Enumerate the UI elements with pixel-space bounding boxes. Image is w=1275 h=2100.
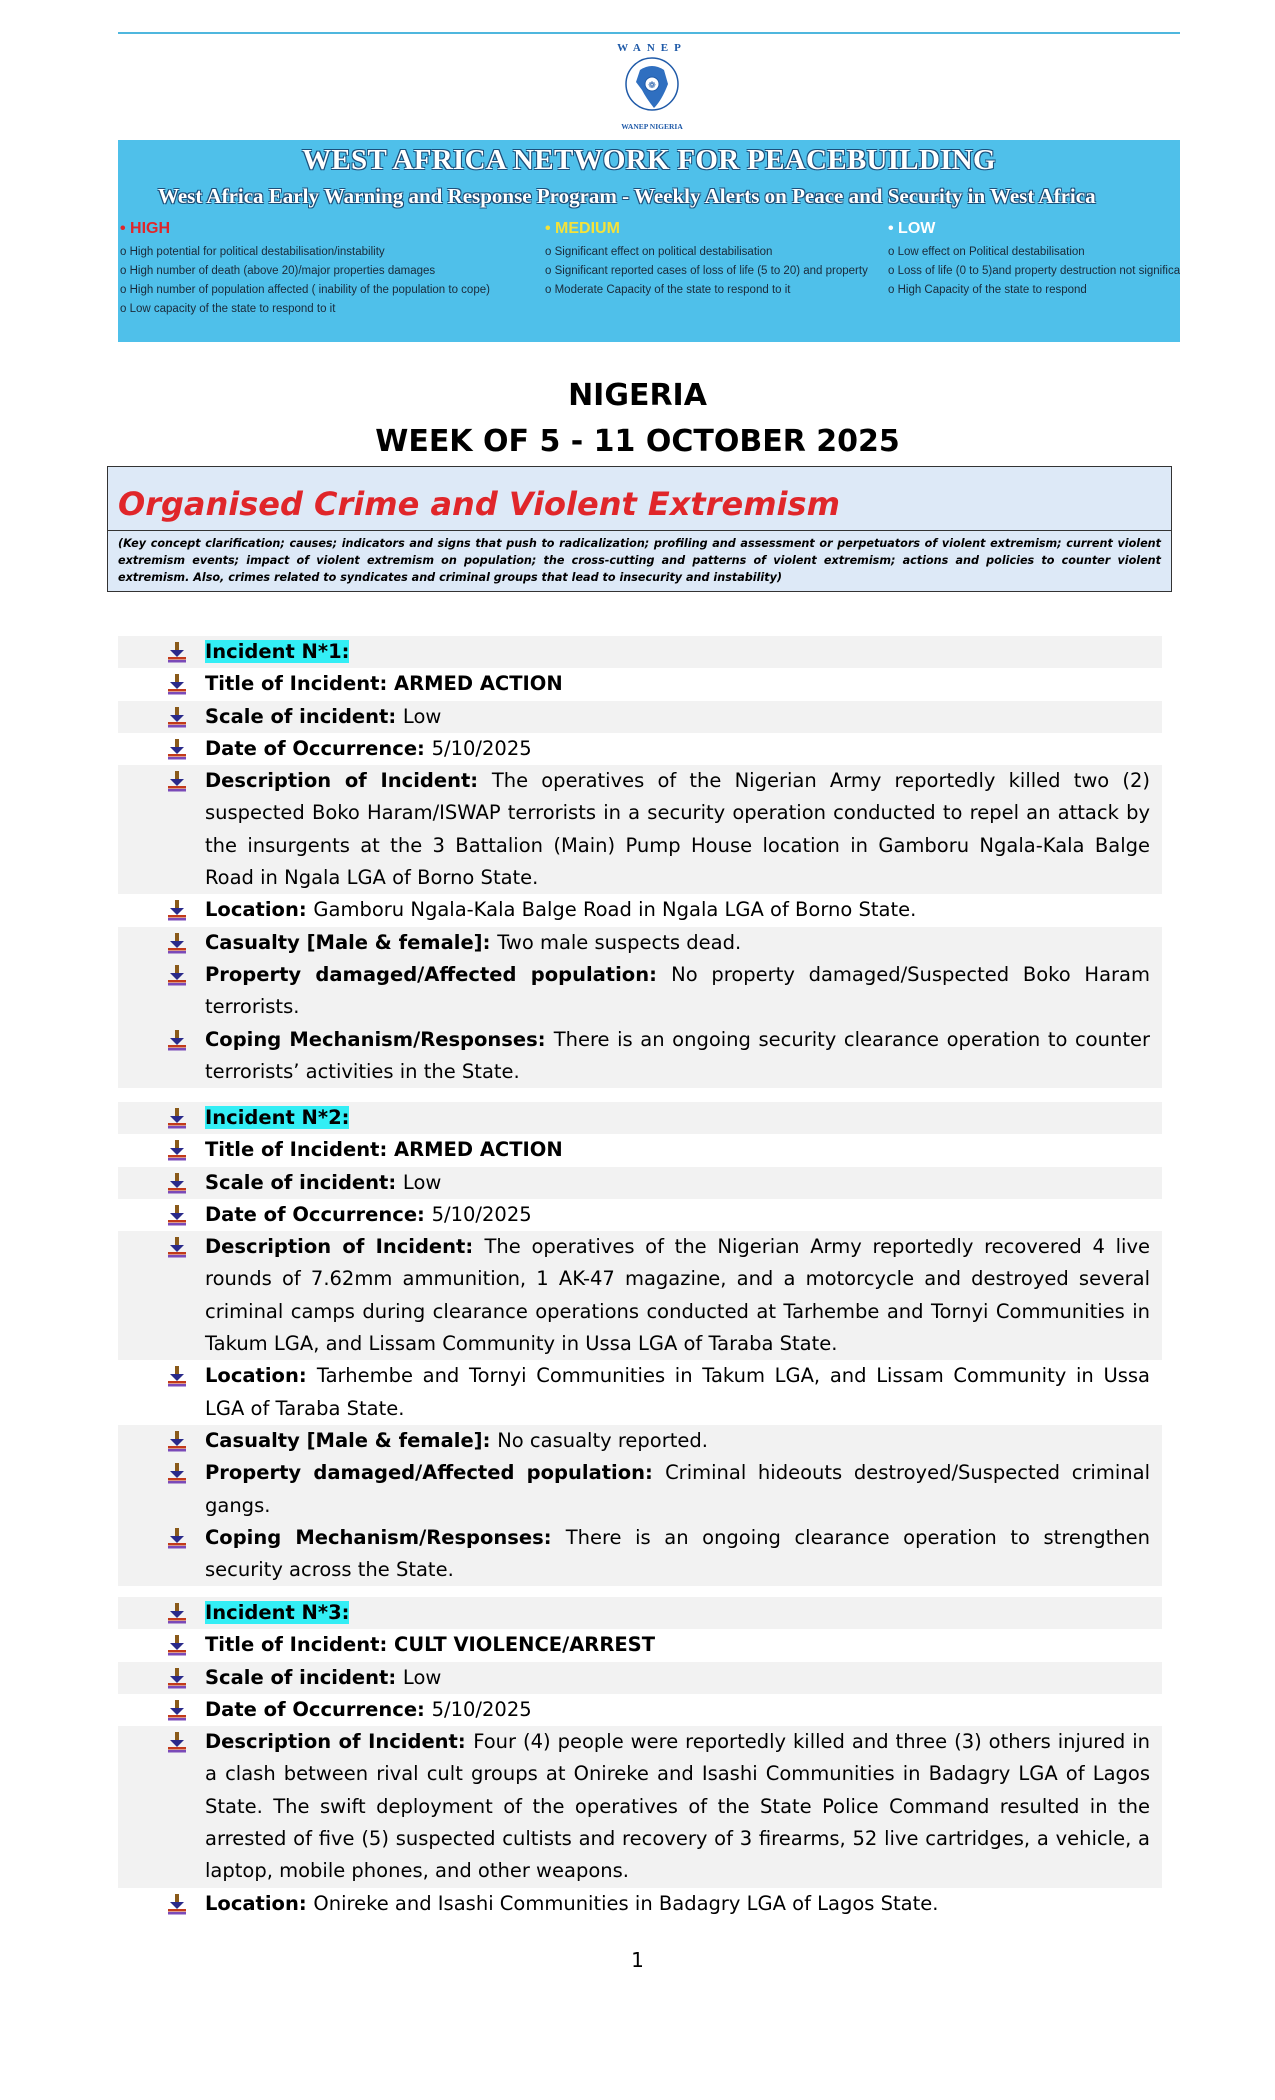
title-value: CULT VIOLENCE/ARREST — [394, 1633, 655, 1657]
banner-body — [118, 140, 1180, 342]
arrow-bullet-icon — [167, 1108, 187, 1130]
arrow-bullet-icon — [167, 1140, 187, 1162]
title-label: Title of Incident: — [205, 1633, 395, 1657]
scale-label: Scale of incident: — [205, 1170, 403, 1194]
level-medium-item: o Moderate Capacity of the state to respond to it — [545, 284, 791, 296]
page-number: 1 — [631, 1948, 644, 1972]
title-value: ARMED ACTION — [394, 672, 563, 696]
casualty-label: Casualty [Male & female]: — [205, 930, 498, 954]
description-value: The operatives of the Nigerian Army reportedly killed two (2) suspected Boko Haram/ISWAP terrorists in a security operation conducted to repel an attack by the insurgents at the 3 Battalion (Main) Pump House location in Gamboru Ngala-Kala Balge Road in Ngala LGA of Borno State. — [205, 769, 1150, 890]
property-label: Property damaged/Affected population: — [205, 1461, 666, 1485]
incident-heading-row — [118, 1102, 1162, 1134]
arrow-bullet-icon — [167, 674, 187, 696]
scale-label: Scale of incident: — [205, 1665, 403, 1689]
title-row — [118, 1134, 1162, 1166]
week-heading: WEEK OF 5 - 11 OCTOBER 2025 — [375, 424, 900, 459]
title-row — [118, 1629, 1162, 1661]
date-row — [118, 1694, 1162, 1726]
arrow-bullet-icon — [167, 965, 187, 987]
wanep-banner — [118, 32, 1180, 342]
property-label: Property damaged/Affected population: — [205, 962, 672, 986]
scale-row — [118, 1662, 1162, 1694]
level-low-item: o Low effect on Political destabilisation — [888, 246, 1085, 258]
description-value: The operatives of the Nigerian Army reportedly recovered 4 live rounds of 7.62mm ammunition, 1 AK-47 magazine, and a motorcycle and destroyed several criminal camps during clearance operations conducted at Tarhembe and Tornyi Communities in Takum LGA, and Lissam Community in Ussa LGA of Taraba State. — [205, 1235, 1151, 1356]
location-label: Location: — [205, 898, 314, 922]
coping-label: Coping Mechanism/Responses: — [205, 1525, 566, 1549]
arrow-bullet-icon — [167, 1431, 187, 1453]
description-label: Description of Incident: — [205, 1730, 474, 1754]
arrow-bullet-icon — [167, 771, 187, 793]
casualty-value: No casualty reported. — [497, 1428, 708, 1452]
date-value: 5/10/2025 — [431, 1697, 532, 1721]
property-row — [118, 1457, 1162, 1522]
date-label: Date of Occurrence: — [205, 1202, 432, 1226]
scale-value: Low — [402, 1170, 442, 1194]
arrow-bullet-icon — [167, 1894, 187, 1916]
property-value: No property damaged/Suspected Boko Haram terrorists. — [205, 962, 1150, 1019]
country-heading: NIGERIA — [568, 378, 707, 413]
incident-3 — [118, 1597, 1162, 1920]
title-label: Title of Incident: — [205, 1138, 395, 1162]
incident-heading: Incident N*2: — [205, 1106, 350, 1129]
incident-2 — [118, 1102, 1162, 1586]
description-value: Four (4) people were reportedly killed and three (3) others injured in a clash between rival cult groups at Onireke and Isashi Communities in Badagry LGA of Lagos State. The swift deployment of the operatives of the State Police Command resulted in the arrested of five (5) suspected cultists and recovery of 3 firearms, 52 live cartridges, a vehicle, a laptop, mobile phones, and other weapons. — [205, 1730, 1151, 1883]
level-medium — [545, 220, 868, 300]
section-box — [107, 466, 1172, 592]
arrow-bullet-icon — [167, 707, 187, 729]
level-high — [120, 220, 490, 319]
scale-row — [118, 1167, 1162, 1199]
level-low-item: o Loss of life (0 to 5)and property destruction not significa — [888, 265, 1180, 277]
date-label: Date of Occurrence: — [205, 1697, 432, 1721]
incident-heading-row — [118, 1597, 1162, 1629]
location-label: Location: — [205, 1364, 317, 1388]
arrow-bullet-icon — [167, 900, 187, 922]
incident-1 — [118, 636, 1162, 1088]
description-label: Description of Incident: — [205, 769, 492, 793]
arrow-bullet-icon — [167, 642, 187, 664]
location-value: Onireke and Isashi Communities in Badagry LGA of Lagos State. — [313, 1891, 939, 1915]
arrow-bullet-icon — [167, 1237, 187, 1259]
incident-heading-row — [118, 636, 1162, 668]
location-row — [118, 1360, 1162, 1425]
location-row — [118, 894, 1162, 926]
level-high-item: o High potential for political destabilisation/instability — [120, 246, 385, 258]
coping-value: There is an ongoing security clearance operation to counter terrorists’ activities in the State. — [205, 1027, 1151, 1083]
level-high-item: o Low capacity of the state to respond to it — [120, 303, 336, 315]
description-row — [118, 765, 1162, 894]
title-value: ARMED ACTION — [394, 1138, 563, 1162]
arrow-bullet-icon — [167, 1030, 187, 1052]
svg-text:❁: ❁ — [648, 80, 656, 90]
description-label: Description of Incident: — [205, 1235, 485, 1259]
property-row — [118, 959, 1162, 1024]
description-row — [118, 1231, 1162, 1360]
scale-value: Low — [402, 704, 442, 728]
level-high-label: • HIGH — [120, 220, 171, 237]
arrow-bullet-icon — [167, 1732, 187, 1754]
title-row — [118, 668, 1162, 700]
level-medium-label: • MEDIUM — [545, 220, 620, 237]
incident-heading: Incident N*3: — [205, 1601, 350, 1624]
arrow-bullet-icon — [167, 1528, 187, 1550]
location-label: Location: — [205, 1891, 314, 1915]
arrow-bullet-icon — [167, 1173, 187, 1195]
property-value: Criminal hideouts destroyed/Suspected criminal gangs. — [205, 1461, 1150, 1517]
arrow-bullet-icon — [167, 1205, 187, 1227]
logo-subtext: WANEP NIGERIA — [621, 122, 683, 131]
casualty-row — [118, 1425, 1162, 1457]
level-low-item: o High Capacity of the state to respond — [888, 284, 1087, 296]
level-low-label: • LOW — [888, 220, 936, 237]
banner-subtitle: West Africa Early Warning and Response Program - Weekly Alerts on Peace and Security in West Africa — [158, 184, 1096, 208]
arrow-bullet-icon — [167, 1463, 187, 1485]
scale-label: Scale of incident: — [205, 704, 403, 728]
scale-value: Low — [402, 1665, 442, 1689]
arrow-bullet-icon — [167, 1603, 187, 1625]
banner-title: WEST AFRICA NETWORK FOR PEACEBUILDING — [302, 144, 996, 176]
coping-row — [118, 1522, 1162, 1587]
location-value: Gamboru Ngala-Kala Balge Road in Ngala LGA of Borno State. — [313, 898, 917, 922]
level-medium-item: o Significant effect on political destabilisation — [545, 246, 773, 258]
level-low — [888, 220, 1180, 300]
arrow-bullet-icon — [167, 739, 187, 761]
section-title: Organised Crime and Violent Extremism — [118, 485, 840, 523]
logo-text: WANEP — [617, 42, 687, 54]
casualty-value: Two male suspects dead. — [497, 930, 742, 954]
date-row — [118, 733, 1162, 765]
incident-heading: Incident N*1: — [205, 640, 350, 663]
banner-logo-area — [118, 34, 1180, 140]
arrow-bullet-icon — [167, 1700, 187, 1722]
coping-label: Coping Mechanism/Responses: — [205, 1027, 554, 1051]
arrow-bullet-icon — [167, 1635, 187, 1657]
date-row — [118, 1199, 1162, 1231]
level-medium-item: o Significant reported cases of loss of life (5 to 20) and property — [545, 265, 868, 277]
date-value: 5/10/2025 — [431, 1202, 532, 1226]
date-value: 5/10/2025 — [431, 736, 532, 760]
location-value: Tarhembe and Tornyi Communities in Takum LGA, and Lissam Community in Ussa LGA of Taraba State. — [205, 1364, 1150, 1420]
description-row — [118, 1726, 1162, 1887]
coping-row — [118, 1024, 1162, 1089]
location-row — [118, 1888, 1162, 1920]
scale-row — [118, 701, 1162, 733]
casualty-row — [118, 927, 1162, 959]
coping-value: There is an ongoing clearance operation to strengthen security across the State. — [205, 1525, 1150, 1582]
arrow-bullet-icon — [167, 933, 187, 955]
level-high-item: o High number of death (above 20)/major properties damages — [120, 265, 436, 277]
arrow-bullet-icon — [167, 1366, 187, 1388]
casualty-label: Casualty [Male & female]: — [205, 1428, 498, 1452]
section-description: (Key concept clarification; causes; indicators and signs that push to radicalization; profiling and assessment or perpetuators of violent extremism; current violent extremism events; impact of violent extremism on population; the cross-cutting and patterns of violent extremism; actions and policies to counter violent extremism. Also, crimes related to syndicates and criminal groups that lead to insecurity and instability) — [108, 530, 1171, 589]
level-high-item: o High number of population affected ( inability of the population to cope) — [120, 284, 490, 296]
title-label: Title of Incident: — [205, 672, 395, 696]
date-label: Date of Occurrence: — [205, 736, 432, 760]
arrow-bullet-icon — [167, 1668, 187, 1690]
